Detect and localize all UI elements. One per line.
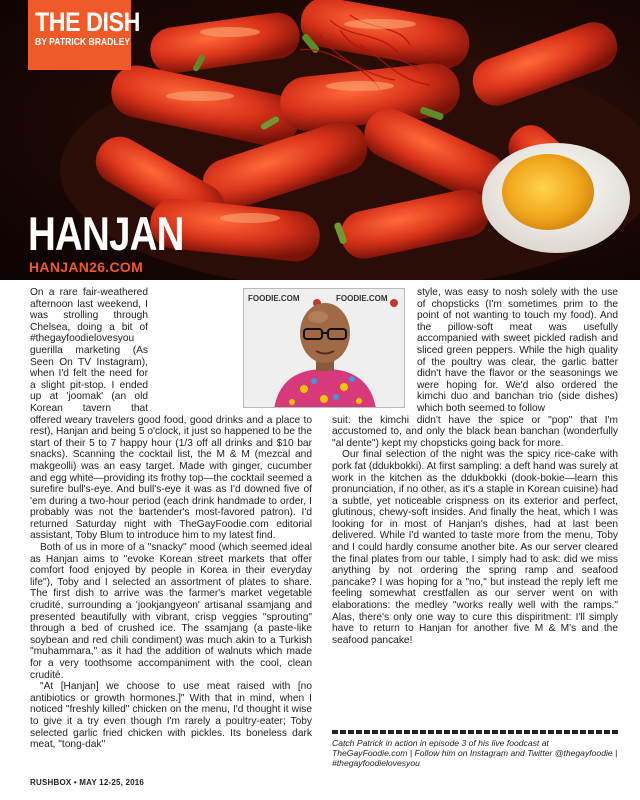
byline: BY PATRICK BRADLEY <box>35 37 131 48</box>
paragraph-4: style, was easy to nosh solely with the use of chopsticks (I'm sometimes prim to the point of not wanting to touch my food). And the pillow-soft meat was usefully accompanied with sweet pickled radish and sliced green peppers. While the high quality of the poultry was clear, the garlic batter didn't have the flavor or the seasonings we were hoping for. We'd also ordered the kimchi duo and banchan trio (side dishes) which both seemed to follow <box>417 287 618 414</box>
paragraph-6: Our final selection of the night was the spicy rice-cake with pork fat (ddukbokki). At first sampling: a deft hand was surely at work in the kitchen as the ddukbokki (dook-bokie—learn this pronunciation, if no other, as it's a staple in Korean cuisine) had a subtle, yet noticeable crispness on its exterior and perfect, glutinous, chewy-soft insides. And finally the heat, which I was looking for in most of Hanjan's dishes, had at last been delivered. While I'd wanted to taste more from the menu, Toby and I could hardly consume another bite. As our server cleared the final plates from our table, I simply had to ask: did we miss anything by not ordering the spring ramp and seafood pancake? I was hoping for a "no," but instead the reply left me feeling somewhat crestfallen as our server went on with elaborations: the medley "works really well with the ramps." Alas, there's only one way to cure this dispiritment: I'll simply have to return to Hanjan for another five M & M's and the seafood pancake! <box>332 449 618 646</box>
credit-divider <box>332 730 618 734</box>
author-photo <box>243 288 405 408</box>
paragraph-5: suit: the kimchi didn't have the spice or "pop" that I'm accustomed to, and only the black bean banchan (wonderfully "al dente") kept my chopsticks going back for more. <box>332 414 618 449</box>
column-badge <box>28 0 140 70</box>
restaurant-name: HANJAN <box>28 207 184 260</box>
hero-food-photo <box>0 0 640 280</box>
sign-text-left: FOODIE.COM <box>248 294 300 303</box>
paragraph-2: Both of us in more of a "snacky" mood (which seemed ideal as Hanjan aims to "evoke Korean street markets that offer comfort food enjoyed by people in Korea in their everyday life"), Toby and I selected an assortment of plates to share. The first dish to arrive was the farmer's market vegetable crudité, surrounding a 'jookjangyeon' artisanal ssamjang and presented beautifully with vibrant, crisp veggies "sprouting" through a bed of crushed ice. The ssamjang (a paste-like soybean and red chili condiment) was much akin to a Turkish "muhammara," as it had the addition of walnuts which made for a very toothsome accompaniment with the cool, clean crudité. <box>30 542 312 681</box>
page-footer: RUSHBOX • MAY 12-25, 2016 <box>30 778 145 787</box>
boiled-egg <box>482 143 630 253</box>
author-portrait <box>244 289 405 408</box>
paragraph-1: On a rare fair-weathered afternoon last weekend, I was strolling through Chelsea, doing a bit of #thegayfoodielovesyou guerilla marketing (As Seen On TV Instagram), when I'd felt the need for a slight pit-stop. I ended up at 'joomak' (an old Korean tavern that offered weary travelers good food, good drinks and a place to rest), Hanjan and being 5 o'clock, it just so happened to be the start of their 5 to 7 happy hour (1/3 off all drinks and $10 bar snacks). Scanning the cocktail list, the M & M (mezcal and makgeolli) was an easy target. Made with ginger, cucumber and egg white—providing its frothy top—the cocktail seemed a surefire bull's-eye. And bull's-eye it was as I'd downed five of 'em during a two-hour period (each drink handmade to order, I probably was not the bartender's most-favored patron). I'd returned Saturday night with TheGayFoodie.com editorial assistant, Toby Blum to introduce him to my latest find. <box>30 287 312 542</box>
restaurant-url: HANJAN26.COM <box>29 259 144 275</box>
column-title: THE DISH <box>35 7 140 37</box>
author-credit: Catch Patrick in action in episode 3 of his live foodcast at TheGayFoodie.com | Follow him on Instagram and Twitter @thegayfoodie | #thegayfoodielovesyou <box>332 738 618 768</box>
paragraph-3: "At [Hanjan] we choose to use meat raised with [no antibiotics or growth hormones.]" With that in mind, when I noticed "freshly killed" chicken on the menu, I'd thought it wise to give it a try even though I'm rarely a poultry-eater; Toby selected garlic fried chicken with pickles. Its boneless dark meat, "tong-dak" <box>30 681 312 751</box>
sign-text-right: FOODIE.COM <box>336 294 388 303</box>
